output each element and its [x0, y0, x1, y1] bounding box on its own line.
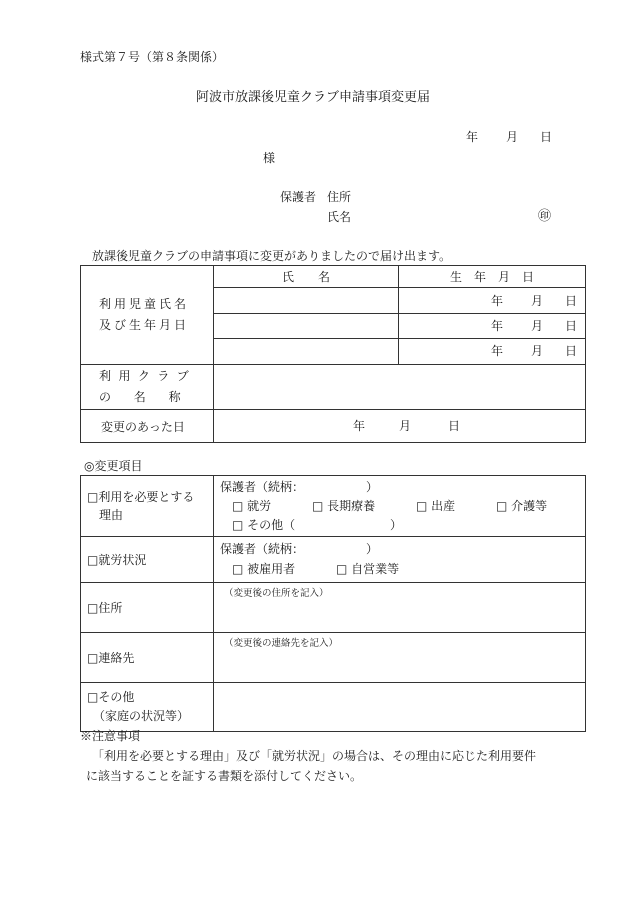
address-label: 住所 — [327, 190, 352, 204]
child-name-cell-2[interactable] — [214, 313, 399, 338]
contact-change-note: （変更後の連絡先を記入） — [224, 638, 339, 649]
birth-month-1: 月 — [531, 293, 544, 308]
child-name-cell-1[interactable] — [214, 288, 399, 313]
date-day-label: 日 — [540, 130, 553, 144]
date-month-label: 月 — [506, 130, 519, 144]
child-name-cell-3[interactable] — [214, 339, 399, 364]
reason-label-line1: □利用を必要とする — [87, 490, 195, 504]
option-other-close: ） — [390, 518, 403, 532]
club-name-label-cell — [81, 364, 214, 410]
child-row-label-line1: 利用児童氏名 — [99, 296, 190, 311]
club-name-field[interactable] — [214, 364, 586, 410]
form-title: 阿波市放課後児童クラブ申請事項変更届 — [196, 90, 431, 105]
change-date-label: 変更のあった日 — [81, 410, 214, 443]
club-label-line2: の名称 — [99, 390, 204, 405]
birth-day-3: 日 — [565, 344, 578, 359]
date-year-label: 年 — [466, 130, 479, 144]
work-guardian-relation: 保護者（続柄： — [220, 542, 305, 556]
intro-text: 放課後児童クラブの申請事項に変更がありましたので届け出ます。 — [92, 249, 452, 263]
addressee-suffix: 様 — [263, 151, 276, 165]
reason-field[interactable] — [214, 476, 586, 537]
name-column-header: 氏 名 — [214, 266, 399, 288]
option-long-term-care[interactable]: □ 長期療養 — [312, 499, 376, 513]
other-change-label-line1: □その他 — [87, 690, 135, 704]
child-row-label-cell — [81, 266, 214, 365]
notes-line2: に該当することを証する書類を添付してください。 — [86, 769, 363, 783]
option-self-employed[interactable]: □ 自営業等 — [336, 562, 400, 576]
reason-label-cell — [81, 476, 214, 537]
change-month: 月 — [399, 418, 412, 433]
child-birth-cell-2[interactable] — [399, 313, 586, 338]
birth-month-2: 月 — [531, 319, 544, 333]
child-row-label-line2: 及び生年月日 — [99, 317, 190, 332]
birth-year-3: 年 — [491, 344, 504, 359]
reason-label-line2: 理由 — [99, 508, 124, 522]
guardian-label: 保護者 — [280, 190, 317, 204]
address-change-field[interactable] — [214, 583, 586, 633]
change-year: 年 — [353, 418, 366, 433]
club-label-line1: 利用クラブ — [99, 369, 197, 384]
contact-change-field[interactable] — [214, 633, 586, 683]
birth-year-1: 年 — [491, 293, 504, 308]
option-nursing-care[interactable]: □ 介護等 — [496, 499, 548, 513]
change-items-title: ◎変更項目 — [84, 459, 143, 473]
birth-year-2: 年 — [491, 319, 504, 333]
child-birth-cell-3[interactable] — [399, 339, 586, 364]
change-day: 日 — [448, 418, 461, 433]
reason-guardian-relation: 保護者（続柄： — [220, 480, 305, 494]
birth-day-1: 日 — [565, 293, 578, 308]
work-status-field[interactable] — [214, 537, 586, 583]
option-other[interactable]: □ その他（ — [232, 518, 296, 532]
change-date-field[interactable] — [214, 410, 586, 443]
option-work[interactable]: □ 就労 — [232, 499, 272, 513]
notes-title: ※注意事項 — [80, 729, 141, 743]
option-childbirth[interactable]: □ 出産 — [416, 499, 456, 513]
work-relation-close: ） — [366, 542, 379, 556]
reason-relation-close: ） — [366, 480, 379, 494]
other-change-label-line2: （家庭の状況等） — [93, 709, 190, 723]
seal-mark: ㊞ — [538, 209, 552, 224]
child-birth-cell-1[interactable] — [399, 288, 586, 313]
notes-line1: 「利用を必要とする理由」及び「就労状況」の場合は、その理由に応じた利用要件 — [92, 749, 537, 763]
other-change-field[interactable] — [214, 683, 586, 732]
other-change-label-cell — [81, 683, 214, 732]
change-items-table — [80, 475, 586, 732]
birth-column-header: 生 年 月 日 — [399, 266, 586, 288]
form-number: 様式第７号（第８条関係） — [80, 50, 225, 64]
children-table — [80, 265, 586, 443]
contact-change-label: □連絡先 — [81, 633, 214, 683]
name-label: 氏名 — [327, 210, 352, 224]
work-status-label: □就労状況 — [81, 537, 214, 583]
address-change-note: （変更後の住所を記入） — [224, 588, 329, 599]
address-change-label: □住所 — [81, 583, 214, 633]
birth-month-3: 月 — [531, 344, 544, 359]
birth-day-2: 日 — [565, 319, 578, 333]
option-employee[interactable]: □ 被雇用者 — [232, 562, 296, 576]
